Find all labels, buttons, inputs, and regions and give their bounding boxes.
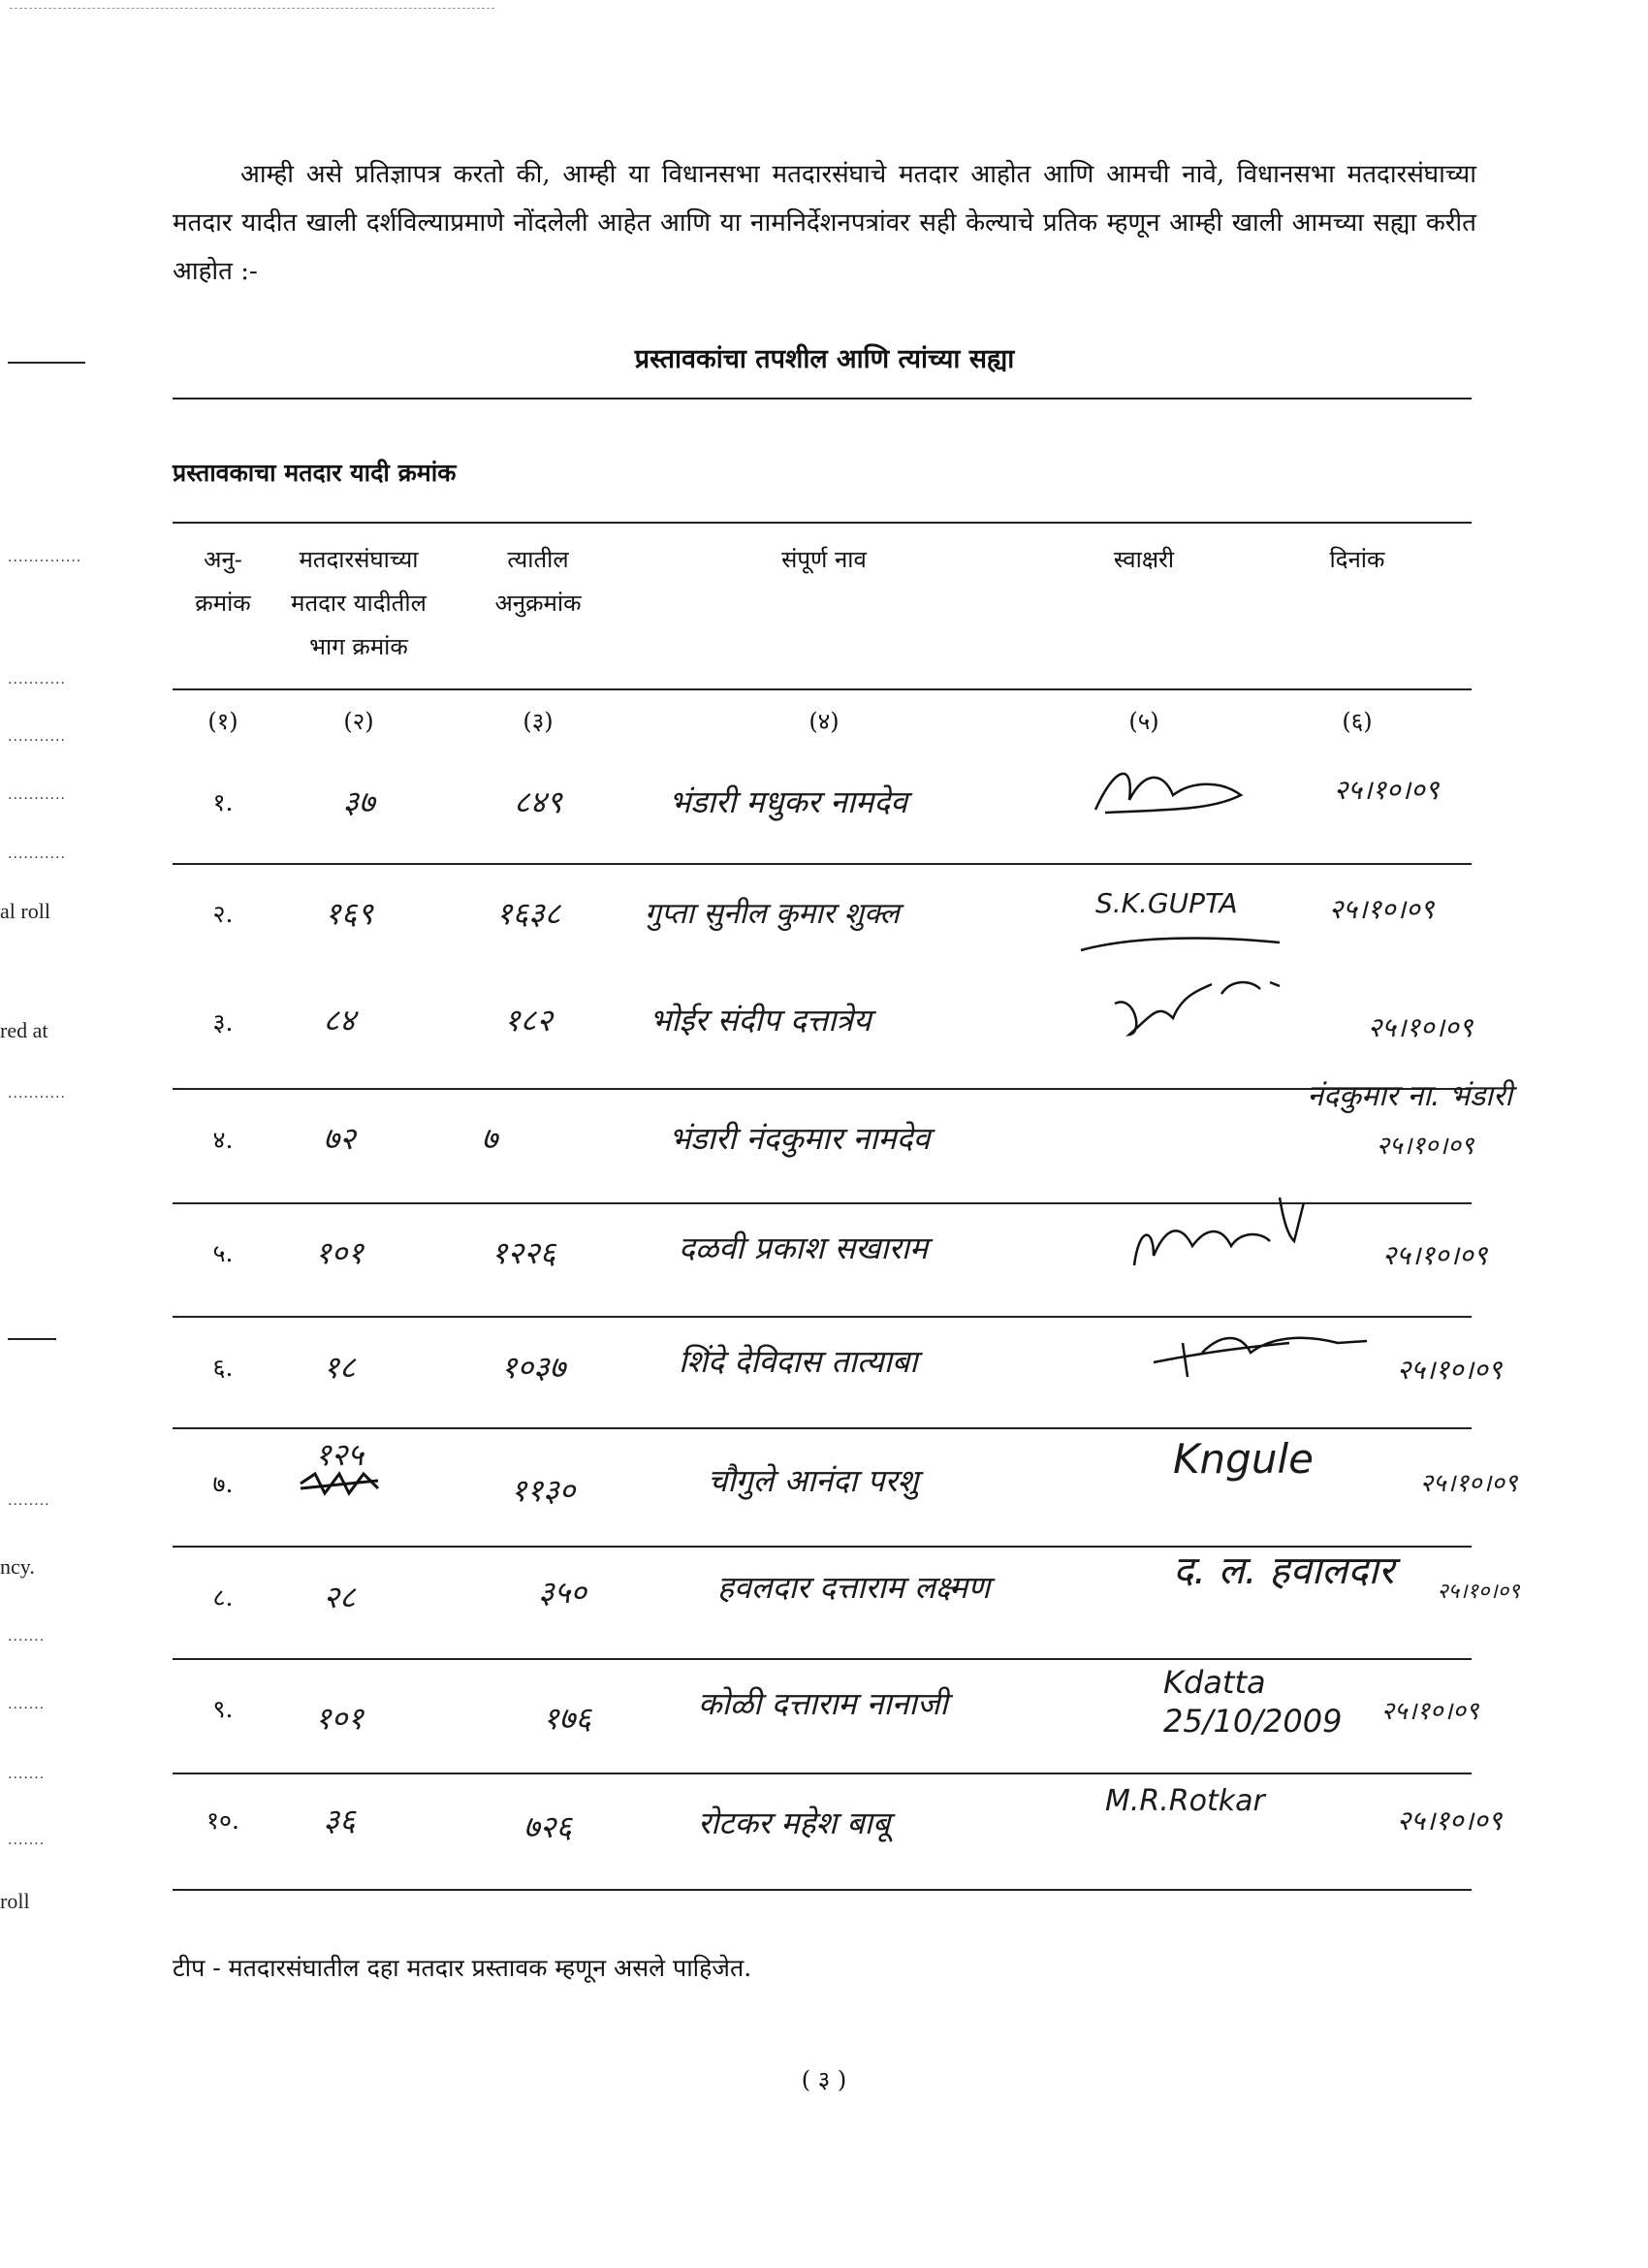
row-date: २५।१०।०९: [1376, 1132, 1474, 1161]
row-serial: १८२: [504, 1002, 553, 1038]
row-part: ३७: [342, 783, 375, 820]
table-bottom-rule: [173, 1889, 1472, 1891]
column-number: (६): [1342, 708, 1373, 735]
row-date: २५।१०।०९: [1381, 1239, 1488, 1271]
intro-paragraph: [173, 150, 1476, 296]
margin-rule: [8, 362, 85, 364]
row-date: २५।१०।०९: [1396, 1805, 1503, 1837]
row-part: १६९: [325, 895, 373, 932]
column-number: (३): [523, 708, 554, 735]
heading-rule: [173, 398, 1472, 399]
signature-scribble: [1125, 1188, 1318, 1275]
row-rule: [173, 1427, 1472, 1429]
margin-dots: ...........: [8, 1086, 66, 1102]
row-name: भंडारी मधुकर नामदेव: [669, 783, 908, 820]
signature-scribble: [1105, 974, 1299, 1042]
header-top-rule: [173, 522, 1472, 524]
margin-dots: ...........: [8, 847, 66, 862]
row-name: कोळी दत्ताराम नानाजी: [698, 1685, 948, 1722]
row-sr: २.: [212, 900, 234, 928]
row-serial: १०३७: [500, 1349, 566, 1386]
row-name: गुप्ता सुनील कुमार शुक्ल: [645, 897, 900, 931]
row-name: चौगुले आनंदा परशु: [708, 1462, 919, 1499]
margin-dots: .......: [8, 1629, 46, 1645]
row-part: १८: [323, 1349, 356, 1386]
margin-dots: ........: [8, 1493, 50, 1509]
margin-fragment: al roll: [0, 899, 50, 923]
row-serial: ८४९: [514, 783, 562, 820]
signature-scribble: [1086, 756, 1260, 824]
row-date: २५।१०।०९: [1419, 1469, 1518, 1498]
row-sr: ६.: [212, 1354, 234, 1382]
row-date: २५।१०।०९: [1380, 1697, 1479, 1726]
row-date: २५।१०।०९: [1437, 1580, 1520, 1604]
voter-list-label: प्रस्तावकाचा मतदार यादी क्रमांक: [173, 459, 457, 487]
row-name: भंडारी नंदकुमार नामदेव: [669, 1120, 931, 1157]
row-name: शिंदे देविदास तात्याबा: [679, 1343, 918, 1380]
column-header-part: मतदारसंघाच्या मतदार यादीतील भाग क्रमांक: [291, 546, 427, 660]
row-part: २८: [323, 1579, 356, 1615]
section-heading: प्रस्तावकांचा तपशील आणि त्यांच्या सह्या: [634, 344, 1015, 374]
margin-fragment: ncy.: [0, 1554, 35, 1579]
margin-dots: .......: [8, 1833, 46, 1848]
row-signature: M.R.Rotkar: [1105, 1784, 1265, 1818]
footnote: टीप - मतदारसंघातील दहा मतदार प्रस्तावक म्हणून असले पाहिजेत.: [173, 1954, 752, 1982]
row-part: १०१: [315, 1700, 364, 1737]
column-number: (५): [1128, 708, 1159, 735]
row-part: ७२: [323, 1120, 356, 1157]
row-name: हवलदार दत्ताराम लक्ष्मण: [717, 1569, 991, 1606]
margin-rule: [8, 1338, 56, 1340]
row-signature: नंदकुमार ना. भंडारी: [1307, 1079, 1512, 1113]
row-date: २५।१०।०९: [1333, 774, 1440, 806]
page-number: ( ३ ): [801, 2066, 847, 2093]
margin-dots: ...........: [8, 672, 66, 687]
margin-dots: ..............: [8, 550, 82, 565]
row-serial: १२२६: [491, 1234, 556, 1271]
row-serial: १६३८: [495, 895, 561, 932]
margin-dots: .......: [8, 1767, 46, 1782]
column-number: (१): [207, 708, 238, 735]
signature-underline: [1076, 931, 1289, 960]
column-header-date: दिनांक: [1329, 546, 1385, 573]
column-number: (२): [343, 708, 374, 735]
row-date: २५।१०।०९: [1328, 893, 1435, 925]
signature-scribble: [1144, 1324, 1377, 1382]
row-serial: ११३०: [510, 1472, 576, 1509]
margin-fragment: roll: [0, 1889, 30, 1913]
column-header-serial: त्यातील अनुक्रमांक: [494, 546, 582, 617]
row-part: १०१: [315, 1234, 364, 1271]
row-serial: ७२६: [523, 1808, 572, 1845]
row-sr: ९.: [212, 1695, 234, 1723]
margin-dots: ...........: [8, 787, 66, 803]
row-serial: ७: [481, 1120, 498, 1157]
margin-dots: .......: [8, 1697, 46, 1712]
row-serial: ३५०: [538, 1574, 586, 1611]
column-header-sr: अनु-क्रमांक: [195, 546, 251, 617]
row-rule: [173, 863, 1472, 865]
margin-fragment: red at: [0, 1018, 48, 1042]
top-edge-marks: [10, 8, 494, 9]
row-sr: ४.: [212, 1126, 234, 1154]
row-part: ३६: [323, 1802, 356, 1838]
row-name: दळवी प्रकाश सखाराम: [679, 1230, 929, 1266]
column-header-name: संपूर्ण नाव: [781, 546, 867, 573]
row-name: भोईर संदीप दत्तात्रेय: [650, 1002, 872, 1038]
row-sr: ७.: [212, 1470, 234, 1498]
row-signature: Kdatta 25/10/2009: [1163, 1664, 1343, 1740]
row-sr: १.: [212, 788, 234, 816]
row-sr: ५.: [212, 1239, 234, 1267]
column-number: (४): [808, 708, 840, 735]
column-header-signature: स्वाक्षरी: [1113, 546, 1175, 573]
row-date: २५।१०।०९: [1367, 1011, 1474, 1043]
row-signature: S.K.GUPTA: [1095, 887, 1238, 919]
header-bottom-rule: [173, 688, 1472, 690]
row-rule: [173, 1773, 1472, 1774]
strike-scribble: [296, 1469, 383, 1498]
row-sr: १०.: [206, 1806, 239, 1835]
row-date: २५।१०।०९: [1396, 1354, 1503, 1386]
row-sr: ३.: [212, 1008, 234, 1037]
row-sr: ८.: [212, 1583, 234, 1612]
intro-text: आम्ही असे प्रतिज्ञापत्र करतो की, आम्ही या विधानसभा मतदारसंघाचे मतदार आहोत आणि आमची नावे, विधानसभा मतदारसंघाच्या मतदार यादीत खाली दर्शविल्याप्रमाणे नोंदलेली आहेत आणि या नामनिर्देशनपत्रांवर सही केल्याचे प्रतिक म्हणून आम्ही खाली आमच्या सह्या करीत आहोत :-: [173, 160, 1476, 286]
row-rule: [173, 1658, 1472, 1660]
row-part: ८४: [323, 1002, 356, 1038]
row-part: १२५: [315, 1436, 364, 1473]
row-rule: [173, 1316, 1472, 1318]
row-signature: Kngule: [1173, 1435, 1314, 1483]
margin-dots: ...........: [8, 729, 66, 745]
row-name: रोटकर महेश बाबू: [698, 1805, 891, 1841]
row-signature: द. ल. हवालदार: [1173, 1549, 1395, 1593]
row-serial: १७६: [543, 1700, 591, 1737]
